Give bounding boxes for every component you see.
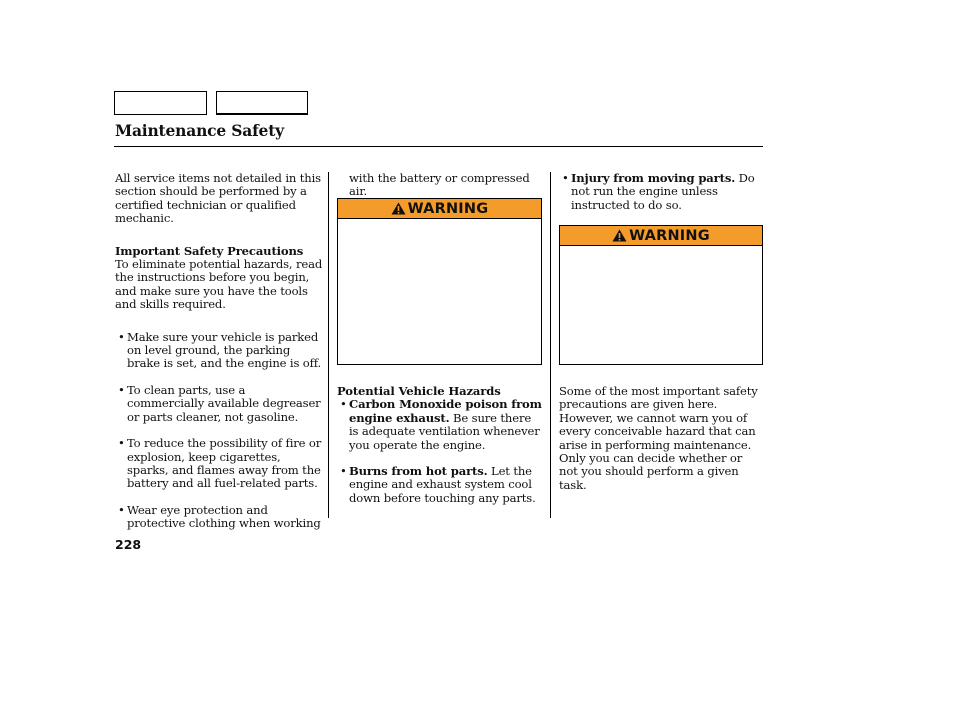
- warning-box-2: [559, 225, 763, 365]
- list-item: • To reduce the possibility of fire or explosion, keep cigarettes, sparks, and flames away from the battery and all fuel-related parts.: [118, 436, 322, 491]
- closing-section: [559, 385, 764, 492]
- precautions-paragraph: To eliminate potential hazards, read the instructions before you begin, and make sure you have the tools and skills required.: [115, 257, 323, 312]
- warning-box-1: [337, 198, 542, 365]
- continuation-text: with the battery or compressed air.: [349, 171, 530, 199]
- list-item: • Make sure your vehicle is parked on level ground, the parking brake is set, and the engine is off.: [118, 329, 322, 371]
- bullet-dot-icon: •: [562, 171, 569, 185]
- warning-header: [560, 226, 762, 246]
- warning-header: [338, 199, 541, 219]
- list-item: • Injury from moving parts. Do not run the engine unless instructed to do so.: [562, 171, 755, 212]
- hazards-heading: Potential Vehicle Hazards: [337, 384, 501, 398]
- column-1: [115, 172, 325, 531]
- page-number: 228: [115, 537, 142, 552]
- column-divider-2: [550, 172, 551, 518]
- bullet-dot-icon: •: [118, 382, 125, 397]
- list-item: • Burns from hot parts. Let the engine and exhaust system cool down before touching any parts.: [340, 464, 536, 505]
- list-item: • To clean parts, use a commercially available degreaser or parts cleaner, not gasoline.: [118, 382, 321, 424]
- warning-triangle-icon: [612, 229, 627, 242]
- column-divider-1: [328, 172, 329, 518]
- bullet-dot-icon: •: [118, 502, 125, 517]
- header-tab-box-1: [114, 91, 207, 115]
- warning-label: WARNING: [407, 200, 489, 217]
- list-item: • Wear eye protection and protective clothing when working: [118, 502, 321, 531]
- warning-label: WARNING: [629, 227, 710, 244]
- bullet-dot-icon: •: [340, 397, 347, 412]
- bullet-dot-icon: •: [118, 329, 125, 344]
- title-divider: [114, 146, 763, 147]
- precautions-heading: Important Safety Precautions: [115, 243, 304, 258]
- hazards-section: [337, 385, 543, 505]
- bullet-dot-icon: •: [340, 464, 347, 479]
- column-3: [559, 172, 764, 212]
- intro-paragraph: All service items not detailed in this section should be performed by a certified technician or qualified mechanic.: [115, 171, 321, 226]
- header-tab-box-2: [216, 91, 308, 115]
- list-item: • Carbon Monoxide poison from engine exhaust. Be sure there is adequate ventilation whenever you operate the engine.: [340, 397, 542, 452]
- closing-paragraph: Some of the most important safety precautions are given here. However, we cannot warn you of every conceivable hazard that can arise in performing maintenance. Only you can decide whether or not you should perform a given task.: [559, 384, 758, 492]
- column-2: [337, 172, 543, 199]
- warning-triangle-icon: [391, 202, 406, 215]
- bullet-dot-icon: •: [118, 436, 125, 451]
- page-title: Maintenance Safety: [115, 121, 284, 140]
